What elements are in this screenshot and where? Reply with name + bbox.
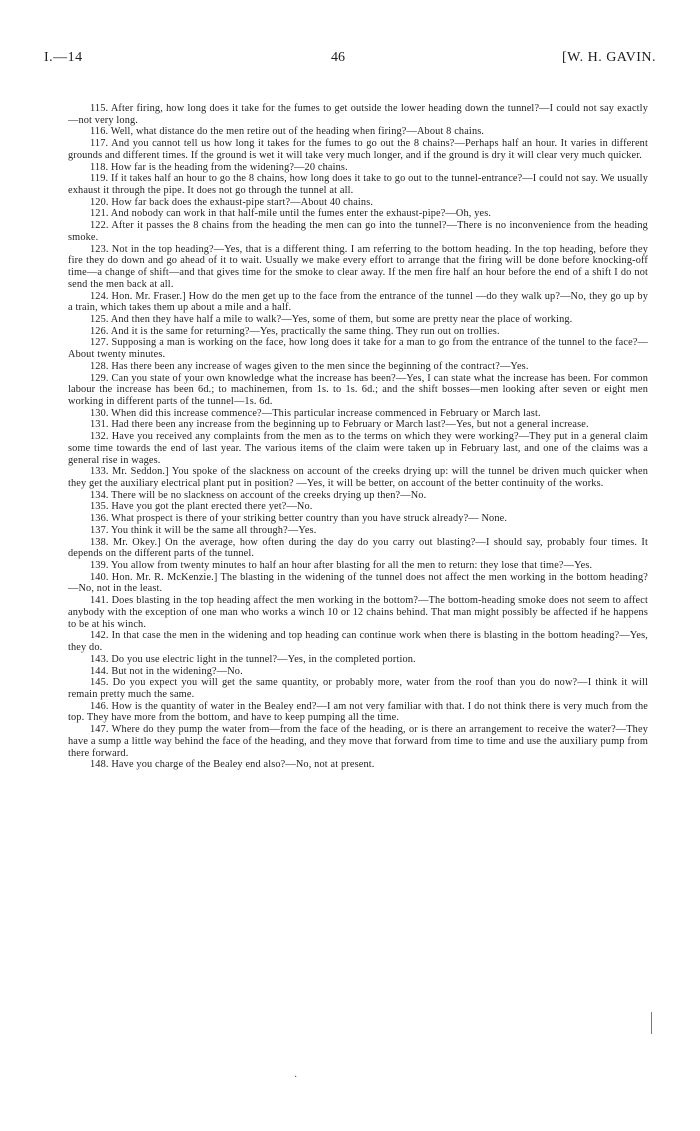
question-140: 140. Hon. Mr. R. McKenzie.] The blasting in the widening of the tunnel does not affect the men working in the bottom heading?—No, not in the least.	[68, 571, 648, 595]
question-136: 136. What prospect is there of your striking better country than you have struck already?— None.	[90, 513, 508, 525]
question-141: 141. Does blasting in the top heading affect the men working in the bottom?—The bottom-heading smoke does not seem to affect anybody with the exception of one man who works a winch 10 or 12 chains behind. That man might possibly be affected if he happens to be at his winch.	[68, 595, 648, 630]
question-146: 146. How is the quantity of water in the Bealey end?—I am not very familiar with that. I do not think there is very much from the top. They have more from the bottom, and have to keep pumping all the time.	[68, 700, 648, 724]
question-127: 127. Supposing a man is working on the face, how long does it take for a man to go from the entrance of the tunnel to the face?—About twenty minutes.	[68, 337, 648, 361]
question-142: 142. In that case the men in the widening and top heading can continue work when there is blasting in the bottom heading?—Yes, they do.	[68, 630, 648, 654]
question-116: 116. Well, what distance do the men retire out of the heading when firing?—About 8 chains.	[90, 126, 485, 138]
question-143: 143. Do you use electric light in the tunnel?—Yes, in the completed portion.	[90, 653, 416, 665]
question-130: 130. When did this increase commence?—This particular increase commenced in February or March last.	[90, 407, 541, 419]
print-speck: ·	[294, 1072, 298, 1083]
question-133: 133. Mr. Seddon.] You spoke of the slackness on account of the creeks drying up: will the tunnel be driven much quicker when they get the auxiliary electrical plant put in position? —Yes, it will be better, on account of the better continuity of the works.	[68, 466, 648, 489]
question-123: 123. Not in the top heading?—Yes, that is a different thing. I am referring to the bottom heading. In the top heading, before they fire they do down and go ahead of it to wait. Usually we make every effort to arrange that the firing will be done before knocking-off time—a change of shift—and that gives time for the smoke to clear away. If the men fire half an hour before the end of a shift I do not send the men back at all.	[68, 243, 648, 290]
page-number: 46	[331, 50, 345, 65]
question-125: 125. And then they have half a mile to walk?—Yes, some of them, but some are pretty near the place of working.	[90, 313, 573, 325]
question-121: 121. And nobody can work in that half-mile until the fumes enter the exhaust-pipe?—Oh, yes.	[90, 208, 492, 220]
margin-rule	[651, 1012, 652, 1034]
running-header	[44, 50, 656, 70]
question-115: 115. After firing, how long does it take for the fumes to get outside the lower heading down the tunnel?—I could not say exactly—not very long.	[68, 103, 648, 126]
question-144: 144. But not in the widening?—No.	[90, 665, 243, 677]
question-119: 119. If it takes half an hour to go the 8 chains, how long does it take to go out to the tunnel-entrance?—I could not say. We usually exhaust it through the pipe. It does not go through the tunnel at all.	[68, 173, 648, 197]
question-134: 134. There will be no slackness on account of the creeks drying up then?—No.	[90, 489, 427, 501]
witness-name: [W. H. GAVIN.	[562, 50, 656, 65]
question-122: 122. After it passes the 8 chains from the heading the men can go into the tunnel?—There is no inconvenience from the heading smoke.	[68, 220, 648, 243]
document-reference: I.—14	[44, 50, 83, 65]
question-126: 126. And it is the same for returning?—Yes, practically the same thing. They run out on trollies.	[90, 325, 500, 337]
question-118: 118. How far is the heading from the widening?—20 chains.	[90, 161, 348, 173]
question-129: 129. Can you state of your own knowledge what the increase has been?—Yes, I can state what the increase has been. For common labour the increase has been 6d.; to machinemen, from 1s. to 1s. 6d.; and the shift bosses—men looking after seven or eight men working in different parts of the tunnel—1s. 6d.	[68, 372, 648, 407]
question-139: 139. You allow from twenty minutes to half an hour after blasting for all the men to return: they lose that time?—Yes.	[90, 560, 593, 572]
question-132: 132. Have you received any complaints from the men as to the terms on which they were working?—They put in a general claim some time towards the end of last year. The various items of the claim were taken up in February last, and one of the claims was a general rise in wages.	[68, 431, 648, 466]
question-124: 124. Hon. Mr. Fraser.] How do the men get up to the face from the entrance of the tunnel —do they walk up?—No, they go up by a train, which takes them up about a mile and a half.	[68, 290, 648, 314]
question-147: 147. Where do they pump the water from—from the face of the heading, or is there an arrangement to receive the water?—They have a sump a little way behind the face of the heading, and they move that forward from time to time and use the auxiliary pump from there forward.	[68, 724, 648, 759]
question-128: 128. Has there been any increase of wages given to the men since the beginning of the contract?—Yes.	[90, 360, 529, 372]
question-131: 131. Had there been any increase from the beginning up to February or March last?—Yes, but not a general increase.	[90, 419, 589, 431]
question-145: 145. Do you expect you will get the same quantity, or probably more, water from the roof than you do now?—I think it will remain pretty much the same.	[68, 677, 648, 700]
question-117: 117. And you cannot tell us how long it takes for the fumes to go out the 8 chains?—Perhaps half an hour. It varies in different grounds and different times. If the ground is wet it will take very much longer, and if the ground is dry it will clear very much quicker.	[68, 138, 648, 161]
testimony-body	[68, 103, 648, 771]
question-148: 148. Have you charge of the Bealey end also?—No, not at present.	[90, 759, 375, 771]
question-137: 137. You think it will be the same all through?—Yes.	[90, 524, 317, 536]
question-120: 120. How far back does the exhaust-pipe start?—About 40 chains.	[90, 196, 374, 208]
question-135: 135. Have you got the plant erected there yet?—No.	[90, 501, 313, 513]
question-138: 138. Mr. Okey.] On the average, how often during the day do you carry out blasting?—I should say, probably four times. It depends on the different parts of the tunnel.	[68, 536, 648, 560]
